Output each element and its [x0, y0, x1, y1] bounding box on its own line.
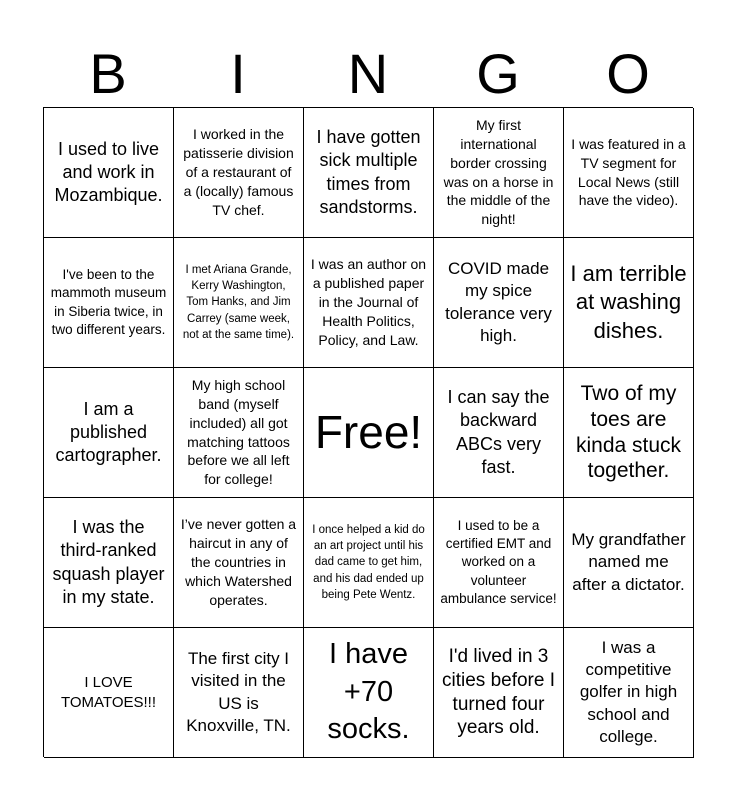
header-letter-g: G	[476, 42, 520, 105]
bingo-cell-r5c4[interactable]	[434, 628, 564, 758]
bingo-cell-r3c5[interactable]	[564, 368, 694, 498]
cell-text: I once helped a kid do an art project until his dad came to get him, and his dad ended up being Pete Wentz.	[312, 524, 425, 601]
bingo-cell-r3c2[interactable]	[174, 368, 304, 498]
bingo-cell-r1c5[interactable]	[564, 108, 694, 238]
bingo-cell-r1c2[interactable]	[174, 108, 304, 238]
bingo-cell-r4c4[interactable]	[434, 498, 564, 628]
bingo-cell-r2c4[interactable]	[434, 238, 564, 368]
cell-text: I was a competitive golfer in high school and college.	[579, 638, 678, 746]
cell-text: The first city I visited in the US is Knoxville, TN.	[186, 649, 291, 735]
cell-text: I can say the backward ABCs very fast.	[447, 387, 550, 477]
bingo-cell-r5c5[interactable]	[564, 628, 694, 758]
cell-text: My grandfather named me after a dictator.	[571, 530, 686, 594]
cell-text: I am terrible at washing dishes.	[570, 260, 687, 343]
bingo-cell-r1c3[interactable]	[304, 108, 434, 238]
cell-text: My high school band (myself included) all got matching tattoos before we all left for college!	[187, 376, 290, 488]
cell-text: I’ve never gotten a haircut in any of the countries in which Watershed operates.	[180, 516, 297, 608]
cell-text: Free!	[314, 406, 423, 459]
bingo-cell-r5c1[interactable]	[44, 628, 174, 758]
cell-text: I worked in the patisserie division of a restaurant of a (locally) famous TV chef.	[183, 126, 294, 218]
cell-text: I met Ariana Grande, Kerry Washington, Tom Hanks, and Jim Carrey (same week, not at the same time).	[182, 264, 295, 341]
cell-text: I am a published cartographer.	[55, 398, 162, 466]
cell-text: I used to live and work in Mozambique.	[54, 138, 163, 206]
header-letter-o: O	[606, 42, 650, 105]
bingo-cell-r1c4[interactable]	[434, 108, 564, 238]
cell-text: COVID made my spice tolerance very high.	[445, 259, 552, 345]
bingo-header	[43, 40, 693, 108]
cell-text: I LOVE TOMATOES!!!	[60, 674, 157, 711]
bingo-cell-r2c1[interactable]	[44, 238, 174, 368]
cell-text: I have gotten sick multiple times from sandstorms.	[316, 127, 421, 217]
cell-text: I'd lived in 3 cities before I turned four years old.	[442, 646, 555, 739]
bingo-grid	[43, 107, 693, 757]
header-letter-i: I	[230, 42, 246, 105]
bingo-cell-free[interactable]	[304, 368, 434, 498]
cell-text: My first international border crossing was on a horse in the middle of the night!	[443, 116, 554, 228]
bingo-cell-r4c3[interactable]	[304, 498, 434, 628]
bingo-cell-r3c4[interactable]	[434, 368, 564, 498]
bingo-cell-r4c5[interactable]	[564, 498, 694, 628]
bingo-cell-r2c2[interactable]	[174, 238, 304, 368]
bingo-cell-r4c2[interactable]	[174, 498, 304, 628]
bingo-cell-r1c1[interactable]	[44, 108, 174, 238]
bingo-cell-r5c2[interactable]	[174, 628, 304, 758]
bingo-cell-r5c3[interactable]	[304, 628, 434, 758]
cell-text: I was an author on a published paper in the Journal of Health Politics, Policy, and Law.	[310, 256, 427, 348]
header-letter-b: B	[89, 42, 127, 105]
bingo-cell-r4c1[interactable]	[44, 498, 174, 628]
cell-text: I've been to the mammoth museum in Siberia twice, in two different years.	[50, 267, 167, 337]
cell-text: I used to be a certified EMT and worked on a volunteer ambulance service!	[440, 517, 557, 606]
header-letter-n: N	[347, 42, 389, 105]
cell-text: Two of my toes are kinda stuck together.	[575, 382, 682, 483]
cell-text: I have +70 socks.	[327, 637, 410, 746]
bingo-cell-r2c5[interactable]	[564, 238, 694, 368]
cell-text: I was featured in a TV segment for Local News (still have the video).	[571, 135, 686, 209]
cell-text: I was the third-ranked squash player in my state.	[52, 517, 165, 607]
bingo-cell-r3c1[interactable]	[44, 368, 174, 498]
bingo-cell-r2c3[interactable]	[304, 238, 434, 368]
